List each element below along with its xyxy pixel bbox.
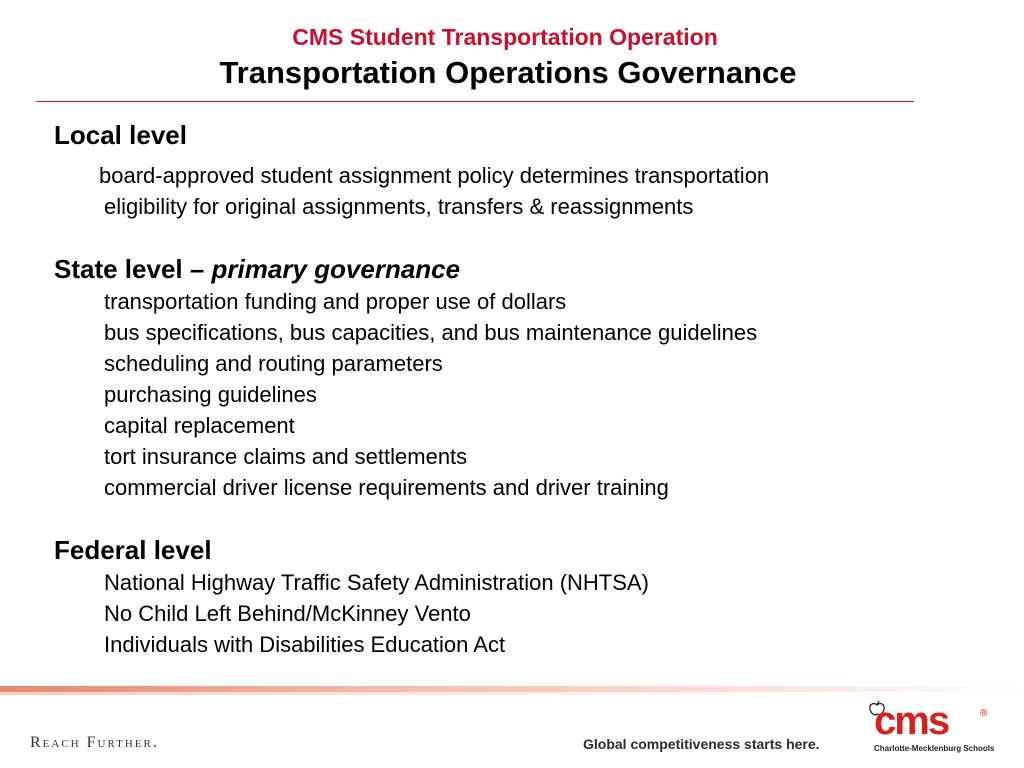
slide-body bbox=[54, 118, 974, 660]
federal-item: National Highway Traffic Safety Administration (NHTSA) bbox=[104, 570, 649, 595]
slide-subtitle: CMS Student Transportation Operation bbox=[292, 24, 718, 50]
local-item: eligibility for original assignments, transfers & reassignments bbox=[104, 194, 694, 219]
footer-slogan: Global competitiveness starts here. bbox=[583, 736, 820, 752]
state-item: commercial driver license requirements and driver training bbox=[104, 475, 669, 500]
state-item: transportation funding and proper use of dollars bbox=[104, 289, 567, 314]
federal-level-heading: Federal level bbox=[54, 535, 212, 565]
footer-accent-bar-light bbox=[0, 692, 1024, 695]
federal-item: Individuals with Disabilities Education Act bbox=[104, 632, 506, 657]
state-item: tort insurance claims and settlements bbox=[104, 444, 468, 469]
spacer bbox=[54, 503, 974, 533]
state-item: bus specifications, bus capacities, and bus maintenance guidelines bbox=[104, 320, 758, 345]
state-heading-emphasis: primary governance bbox=[211, 254, 461, 284]
cms-logo-subtitle: Charlotte-Mecklenburg Schools bbox=[874, 744, 995, 753]
reach-further-tagline: Reach Further. bbox=[30, 734, 159, 751]
slide-title: Transportation Operations Governance bbox=[219, 55, 797, 90]
title-divider bbox=[36, 101, 914, 102]
state-item: scheduling and routing parameters bbox=[104, 351, 443, 376]
state-item: purchasing guidelines bbox=[104, 382, 317, 407]
cms-logo: cms bbox=[874, 699, 949, 743]
registered-mark: ® bbox=[980, 708, 988, 719]
state-item: capital replacement bbox=[104, 413, 295, 438]
local-level-heading: Local level bbox=[54, 120, 187, 150]
state-heading-prefix: State level – bbox=[54, 254, 212, 284]
state-level-heading bbox=[54, 252, 974, 286]
local-item: board-approved student assignment policy determines transportation bbox=[99, 163, 770, 188]
federal-item: No Child Left Behind/McKinney Vento bbox=[104, 601, 471, 626]
spacer bbox=[54, 222, 974, 252]
